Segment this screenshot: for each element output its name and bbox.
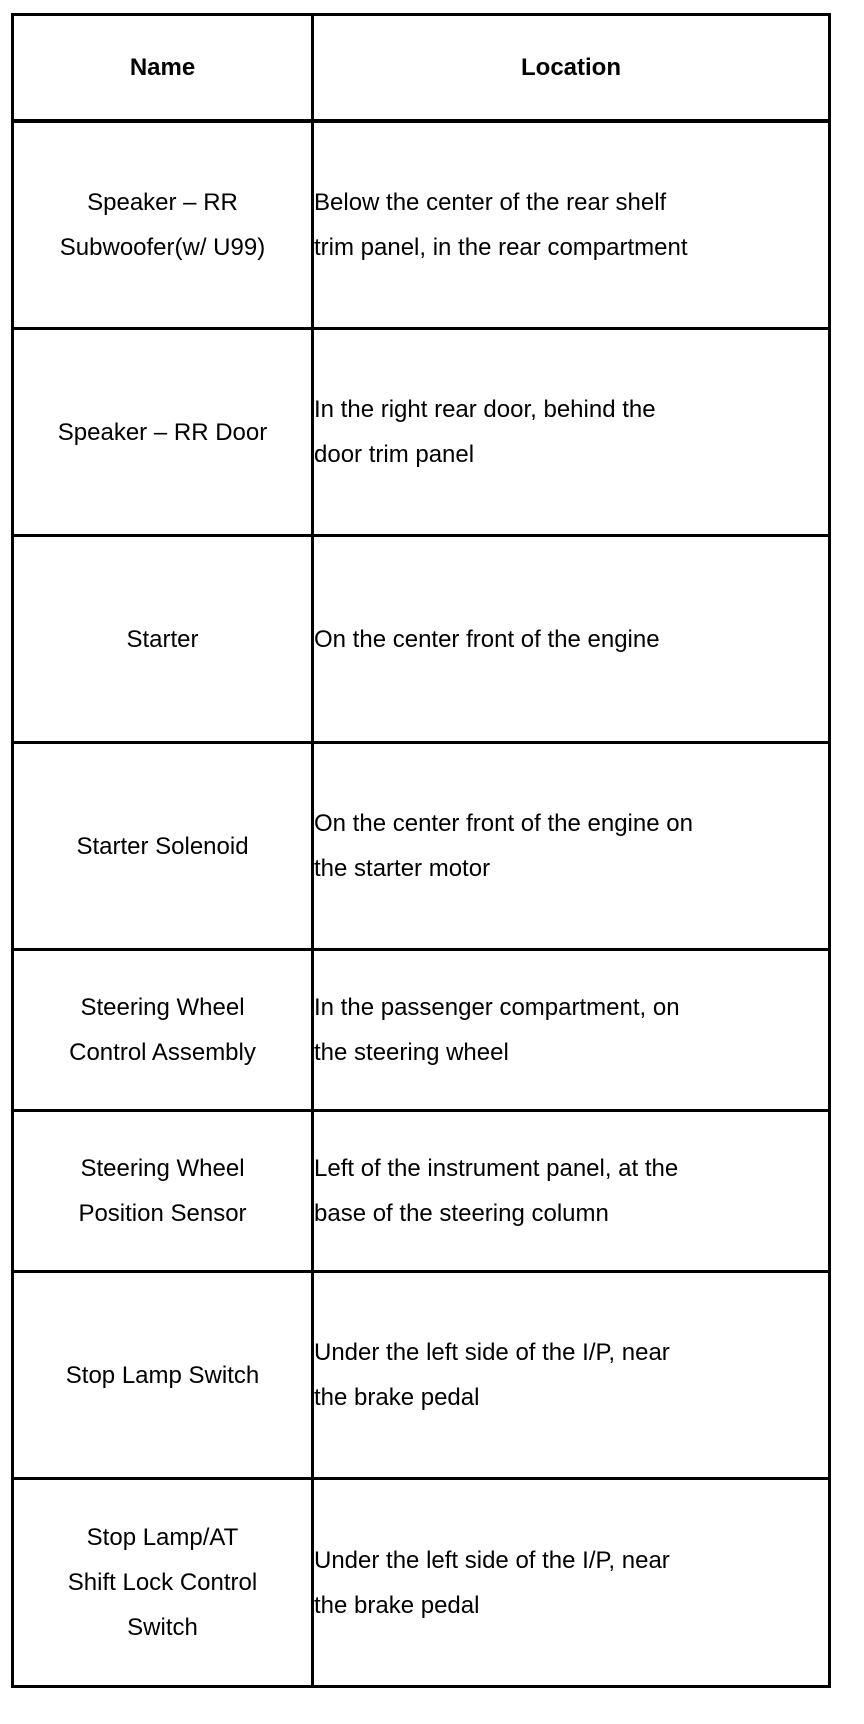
name-cell xyxy=(13,536,313,743)
location-line: Under the left side of the I/P, near xyxy=(314,1339,670,1366)
header-name: Name xyxy=(13,15,313,122)
name-cell xyxy=(13,1479,313,1687)
name-line: Starter xyxy=(126,625,199,653)
name-line: Control Assembly xyxy=(69,1039,256,1066)
name-line: Stop Lamp Switch xyxy=(65,1361,260,1389)
component-location-table xyxy=(11,13,831,1688)
location-line: Below the center of the rear shelf xyxy=(314,189,667,216)
location-line: the brake pedal xyxy=(314,1591,480,1619)
table-row xyxy=(13,950,830,1111)
header-location: Location xyxy=(313,15,830,122)
name-line: Starter Solenoid xyxy=(76,832,249,860)
location-line: Left of the instrument panel, at the xyxy=(314,1155,679,1182)
name-cell xyxy=(13,121,313,329)
name-line: Steering Wheel xyxy=(80,1155,245,1182)
table-row xyxy=(13,329,830,536)
name-line: Position Sensor xyxy=(78,1200,247,1227)
location-cell xyxy=(313,329,830,536)
table-row xyxy=(13,1479,830,1687)
location-line: the starter motor xyxy=(314,855,491,882)
location-cell xyxy=(313,1111,830,1272)
location-line: Under the left side of the I/P, near xyxy=(314,1546,670,1574)
location-line: On the center front of the engine xyxy=(314,625,660,653)
location-line: the brake pedal xyxy=(314,1384,480,1411)
location-cell xyxy=(313,536,830,743)
location-cell xyxy=(313,121,830,329)
location-line: In the passenger compartment, on xyxy=(314,994,680,1021)
name-line: Steering Wheel xyxy=(80,994,245,1021)
name-line: Subwoofer(w/ U99) xyxy=(59,234,266,261)
table-header-row xyxy=(13,15,830,122)
name-cell xyxy=(13,950,313,1111)
location-cell xyxy=(313,743,830,950)
name-line: Switch xyxy=(127,1614,198,1641)
table-row xyxy=(13,536,830,743)
location-line: the steering wheel xyxy=(314,1039,509,1066)
table-row xyxy=(13,1111,830,1272)
name-line: Shift Lock Control xyxy=(67,1569,258,1596)
name-line: Speaker – RR Door xyxy=(57,418,268,446)
name-cell xyxy=(13,1111,313,1272)
name-line: Speaker – RR xyxy=(87,189,238,216)
location-cell xyxy=(313,1479,830,1687)
name-line: Stop Lamp/AT xyxy=(86,1524,239,1551)
name-cell xyxy=(13,1272,313,1479)
name-cell xyxy=(13,329,313,536)
table-row xyxy=(13,743,830,950)
location-cell xyxy=(313,1272,830,1479)
name-cell xyxy=(13,743,313,950)
location-line: trim panel, in the rear compartment xyxy=(314,234,688,261)
location-line: door trim panel xyxy=(314,441,475,468)
location-line: On the center front of the engine on xyxy=(314,810,693,837)
location-cell xyxy=(313,950,830,1111)
location-line: In the right rear door, behind the xyxy=(314,396,656,423)
table-row xyxy=(13,121,830,329)
table-row xyxy=(13,1272,830,1479)
location-line: base of the steering column xyxy=(314,1200,609,1227)
